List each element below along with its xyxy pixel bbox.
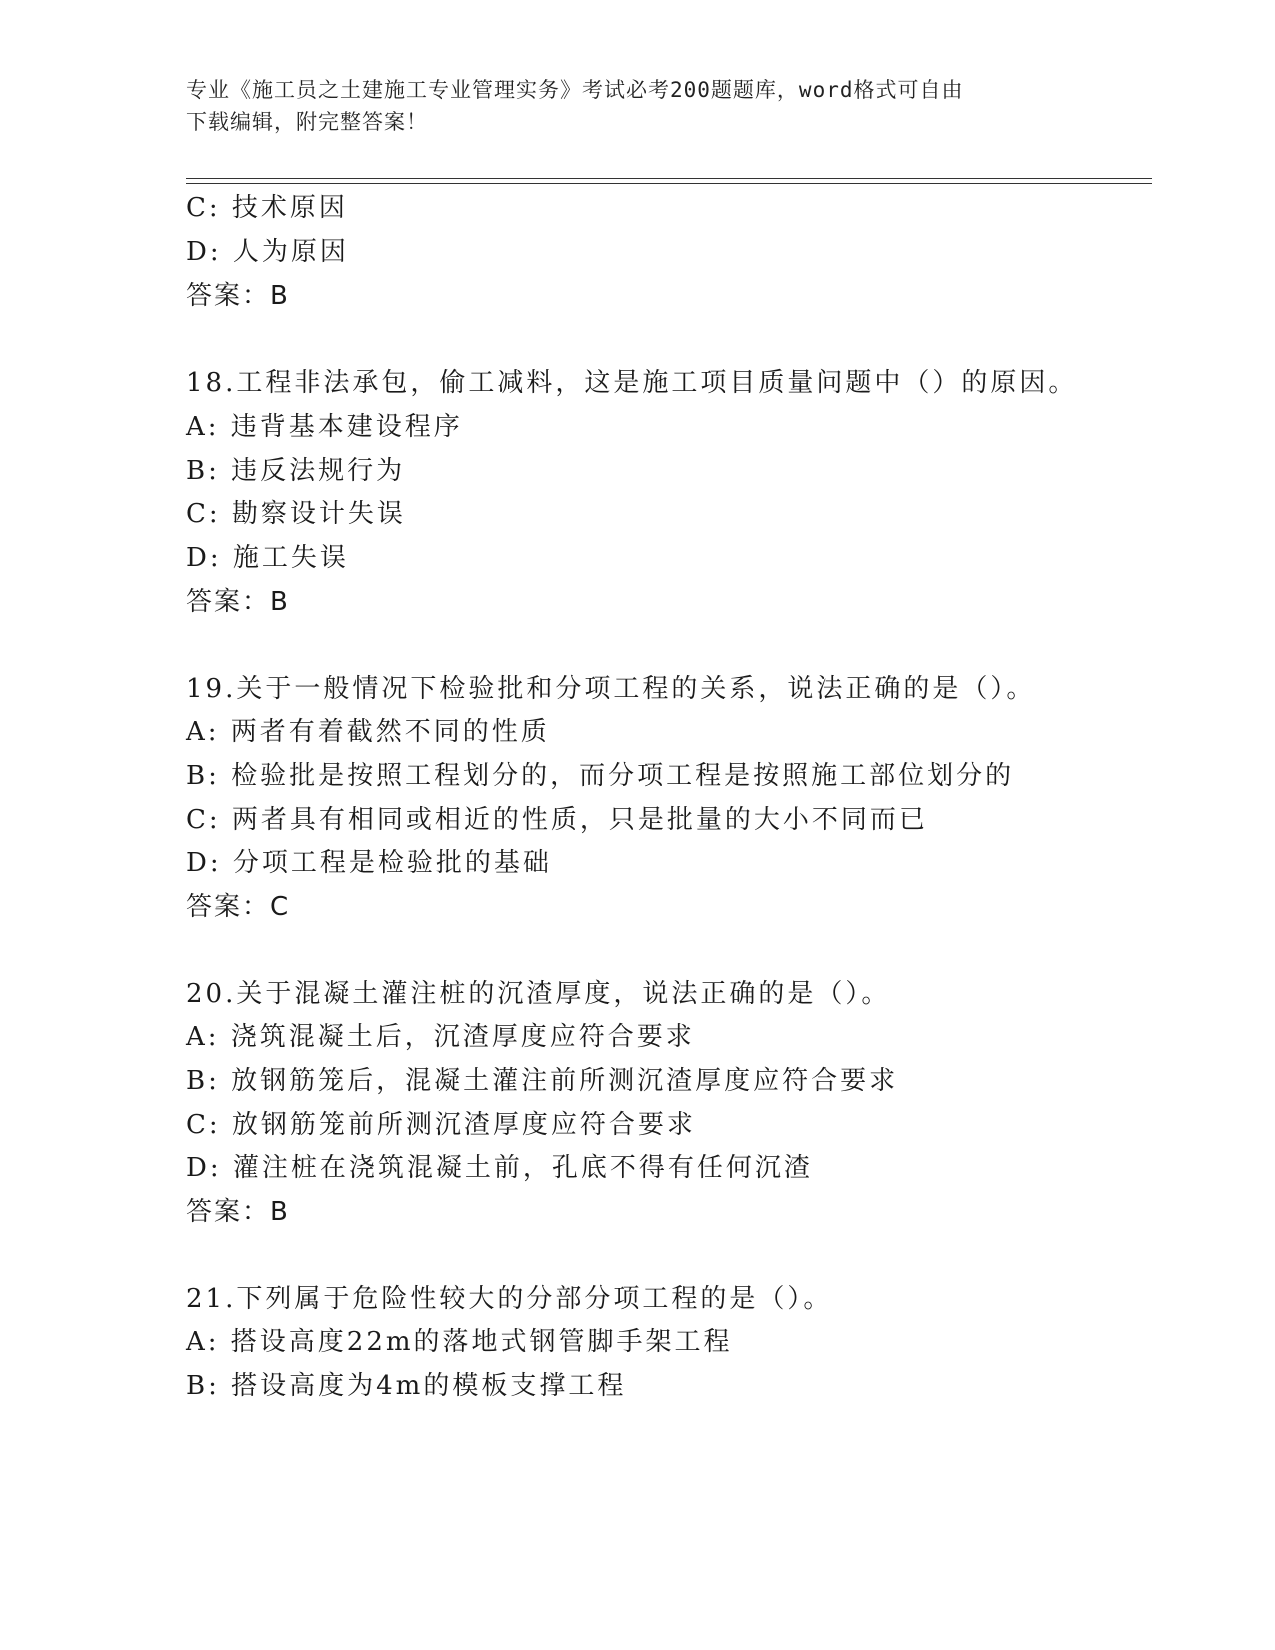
header-line-2: 下载编辑，附完整答案！ [186, 110, 428, 134]
header-divider-bottom [186, 183, 1152, 184]
question-20-option-d: D: 灌注桩在浇筑混凝土前，孔底不得有任何沉渣 [186, 1153, 813, 1183]
question-19-option-d: D: 分项工程是检验批的基础 [186, 848, 552, 878]
prev-option-d: D: 人为原因 [186, 237, 349, 267]
question-18-option-b: B: 违反法规行为 [186, 456, 406, 486]
prev-option-c: C: 技术原因 [186, 193, 348, 223]
question-21-option-a: A: 搭设高度22m的落地式钢管脚手架工程 [186, 1327, 733, 1357]
question-20-option-b: B: 放钢筋笼后，混凝土灌注前所测沉渣厚度应符合要求 [186, 1066, 899, 1096]
header-divider-top [186, 178, 1152, 179]
prev-answer: 答案：B [186, 281, 290, 311]
question-21-option-b: B: 搭设高度为4m的模板支撑工程 [186, 1371, 627, 1401]
question-18-option-d: D: 施工失误 [186, 543, 349, 573]
question-18-option-c: C: 勘察设计失误 [186, 499, 406, 529]
question-18-stem: 18.工程非法承包，偷工减料，这是施工项目质量问题中（）的原因。 [186, 368, 1078, 398]
document-header [186, 74, 1086, 138]
question-18-option-a: A: 违背基本建设程序 [186, 412, 463, 442]
question-19-answer: 答案：C [186, 892, 291, 922]
question-19-stem: 19.关于一般情况下检验批和分项工程的关系，说法正确的是（）。 [186, 674, 1036, 704]
question-20-option-a: A: 浇筑混凝土后，沉渣厚度应符合要求 [186, 1022, 695, 1052]
question-20-answer: 答案：B [186, 1197, 290, 1227]
question-18-answer: 答案：B [186, 587, 290, 617]
question-21-stem: 21.下列属于危险性较大的分部分项工程的是（）。 [186, 1284, 833, 1314]
question-20-option-c: C: 放钢筋笼前所测沉渣厚度应符合要求 [186, 1110, 696, 1140]
question-20-stem: 20.关于混凝土灌注桩的沉渣厚度，说法正确的是（）。 [186, 979, 891, 1009]
question-19-option-c: C: 两者具有相同或相近的性质，只是批量的大小不同而已 [186, 805, 928, 835]
question-19-option-b: B: 检验批是按照工程划分的，而分项工程是按照施工部位划分的 [186, 761, 1015, 791]
header-line-1: 专业《施工员之土建施工专业管理实务》考试必考200题题库，word格式可自由 [186, 78, 964, 102]
question-19-option-a: A: 两者有着截然不同的性质 [186, 717, 550, 747]
